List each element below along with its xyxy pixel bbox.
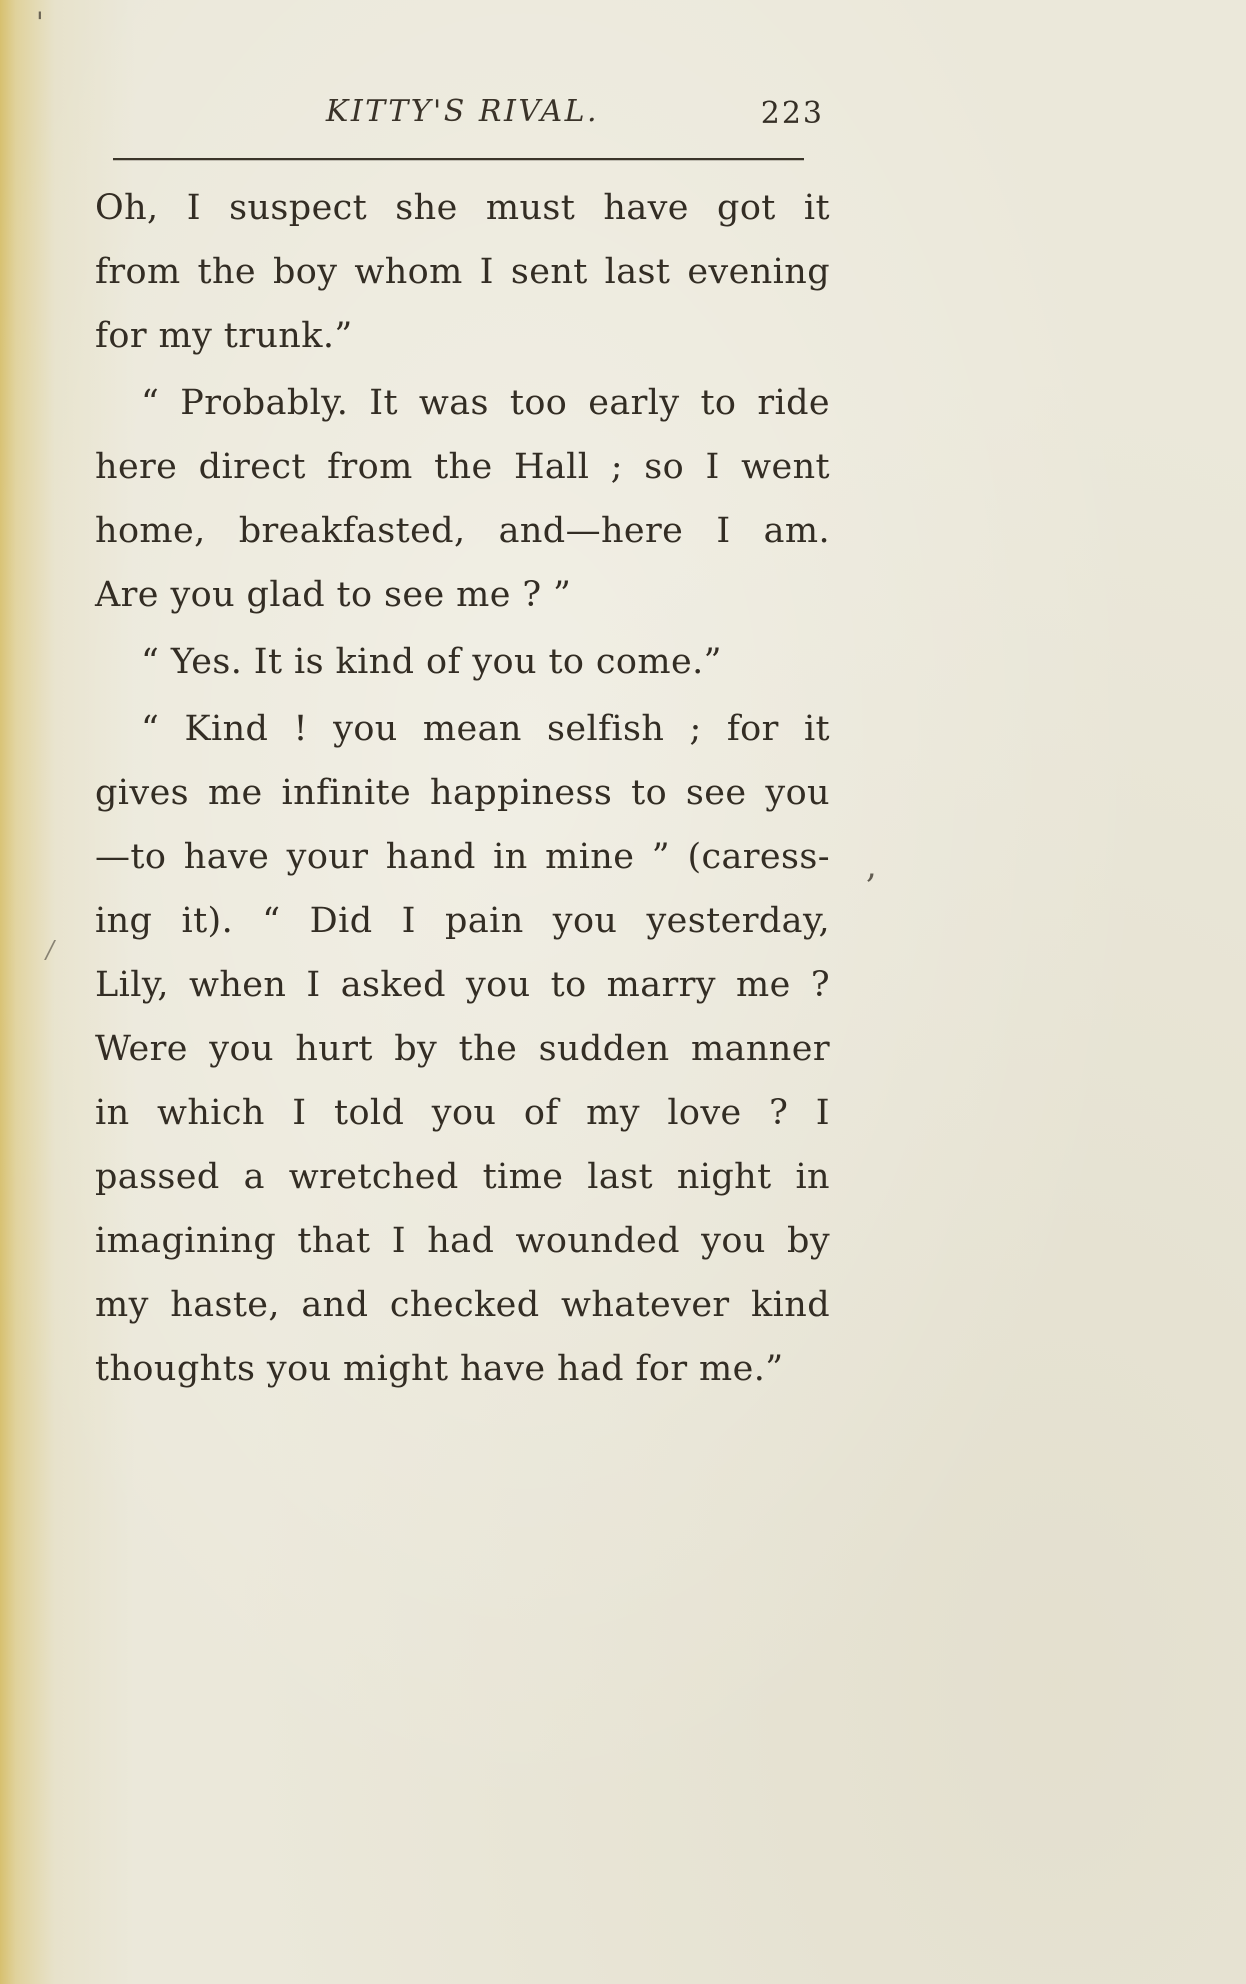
paragraph: [95, 176, 830, 368]
text-line: —to have your hand in mine ” (caress-: [95, 837, 830, 877]
text-line: Oh, I suspect she must have got it: [95, 188, 830, 228]
text-line: for my trunk.”: [95, 316, 353, 356]
text-line: Lily, when I asked you to marry me ?: [95, 965, 830, 1005]
text-line: thoughts you might have had for me.”: [95, 1349, 784, 1389]
text-line: “ Kind ! you mean selfish ; for it: [141, 709, 830, 749]
paragraph: [95, 371, 830, 627]
text-line: in which I told you of my love ? I: [95, 1093, 830, 1133]
paragraph: [95, 630, 830, 694]
text-column: [95, 92, 830, 1404]
page-number: 223: [760, 96, 824, 131]
text-line: home, breakfasted, and—here I am.: [95, 511, 830, 551]
text-line: my haste, and checked whatever kind: [95, 1285, 830, 1325]
scan-artifact: ': [36, 6, 44, 39]
body-text: [95, 176, 830, 1401]
scan-artifact: ,: [866, 846, 877, 886]
paragraph: [95, 697, 830, 1401]
text-line: from the boy whom I sent last evening: [95, 252, 830, 292]
text-line: passed a wretched time last night in: [95, 1157, 830, 1197]
header-rule: [113, 158, 804, 160]
running-header: [95, 92, 830, 138]
text-line: Are you glad to see me ? ”: [95, 575, 572, 615]
text-line: Were you hurt by the sudden manner: [95, 1029, 830, 1069]
text-line: imagining that I had wounded you by: [95, 1221, 830, 1261]
text-line: “ Yes. It is kind of you to come.”: [141, 642, 722, 682]
text-line: “ Probably. It was too early to ride: [141, 383, 830, 423]
text-line: here direct from the Hall ; so I went: [95, 447, 830, 487]
scan-artifact: /: [46, 936, 55, 964]
text-line: ing it). “ Did I pain you yesterday,: [95, 901, 830, 941]
text-line: gives me infinite happiness to see you: [95, 773, 830, 813]
page-title: KITTY'S RIVAL.: [325, 94, 600, 129]
